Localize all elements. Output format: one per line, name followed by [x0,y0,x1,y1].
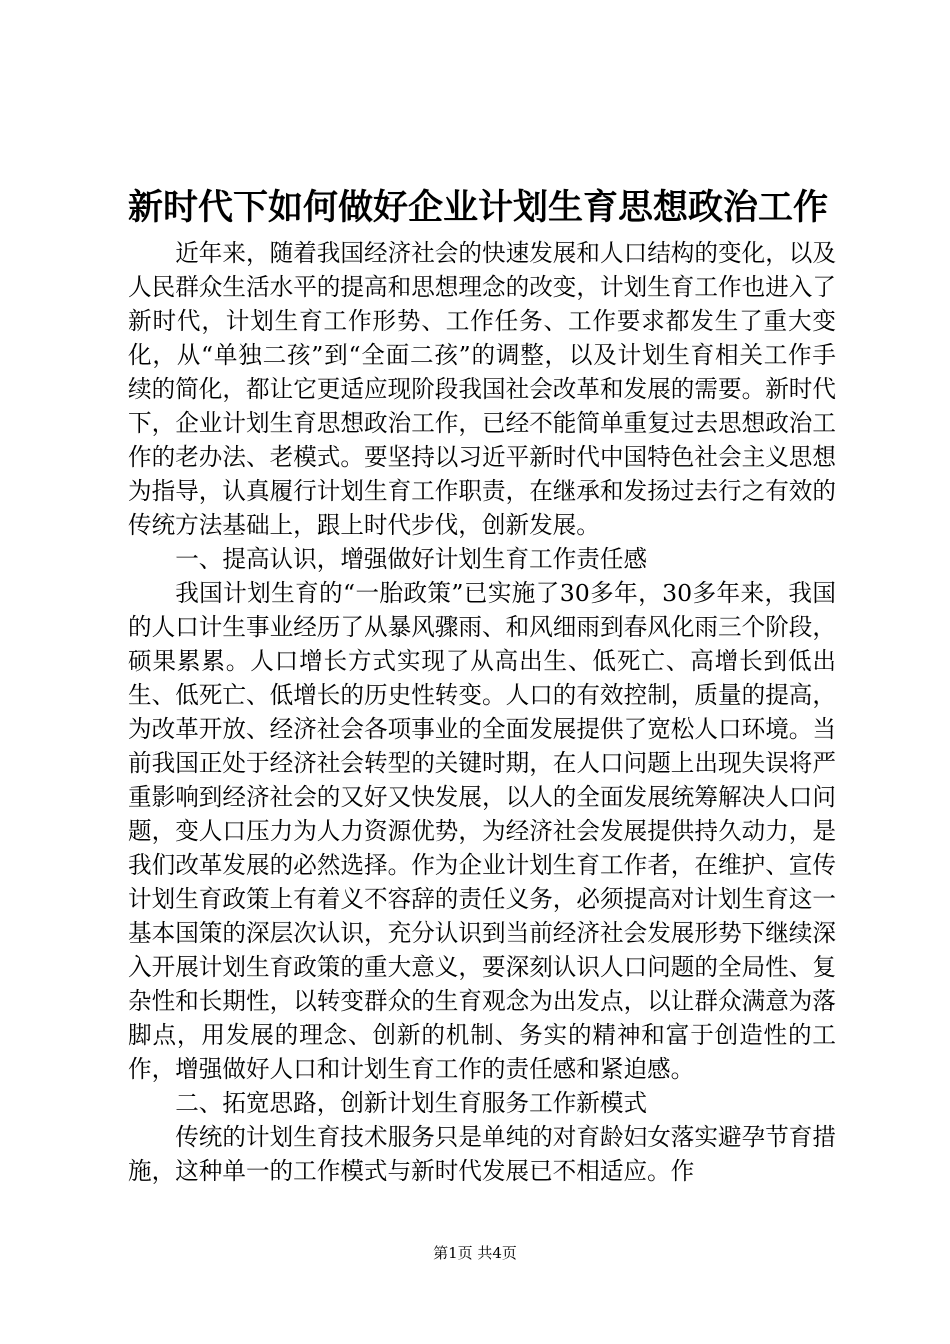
section-1-heading: 一、提高认识，增强做好计划生育工作责任感 [175,545,648,573]
document-body [128,236,836,1188]
section-2-heading: 二、拓宽思路，创新计划生育服务工作新模式 [175,1089,648,1117]
page-footer: 第1页 共4页 [433,1244,517,1262]
section-2-paragraph: 传统的计划生育技术服务只是单纯的对育龄妇女落实避孕节育措施，这种单一的工作模式与新时代发展已不相适应。作 [128,1123,836,1185]
document-title: 新时代下如何做好企业计划生育思想政治工作 [128,187,829,228]
intro-paragraph: 近年来，随着我国经济社会的快速发展和人口结构的变化，以及人民群众生活水平的提高和思想理念的改变，计划生育工作也进入了新时代，计划生育工作形势、工作任务、工作要求都发生了重大变化，从“单独二孩”到“全面二孩”的调整，以及计划生育相关工作手续的简化，都让它更适应现阶段我国社会改革和发展的需要。新时代下，企业计划生育思想政治工作，已经不能简单重复过去思想政治工作的老办法、老模式。要坚持以习近平新时代中国特色社会主义思想为指导，认真履行计划生育工作职责，在继承和发扬过去行之有效的传统方法基础上，跟上时代步伐，创新发展。 [128,239,836,539]
section-1-paragraph: 我国计划生育的“一胎政策”已实施了30多年，30多年来，我国的人口计生事业经历了从暴风骤雨、和风细雨到春风化雨三个阶段，硕果累累。人口增长方式实现了从高出生、低死亡、高增长到低出生、低死亡、低增长的历史性转变。人口的有效控制，质量的提高，为改革开放、经济社会各项事业的全面发展提供了宽松人口环境。当前我国正处于经济社会转型的关键时期，在人口问题上出现失误将严重影响到经济社会的又好又快发展，以人的全面发展统筹解决人口问题，变人口压力为人力资源优势，为经济社会发展提供持久动力，是我们改革发展的必然选择。作为企业计划生育工作者，在维护、宣传计划生育政策上有着义不容辞的责任义务，必须提高对计划生育这一基本国策的深层次认识，充分认识到当前经济社会发展形势下继续深入开展计划生育政策的重大意义，要深刻认识人口问题的全局性、复杂性和长期性，以转变群众的生育观念为出发点，以让群众满意为落脚点，用发展的理念、创新的机制、务实的精神和富于创造性的工作，增强做好人口和计划生育工作的责任感和紧迫感。 [128,579,836,1083]
